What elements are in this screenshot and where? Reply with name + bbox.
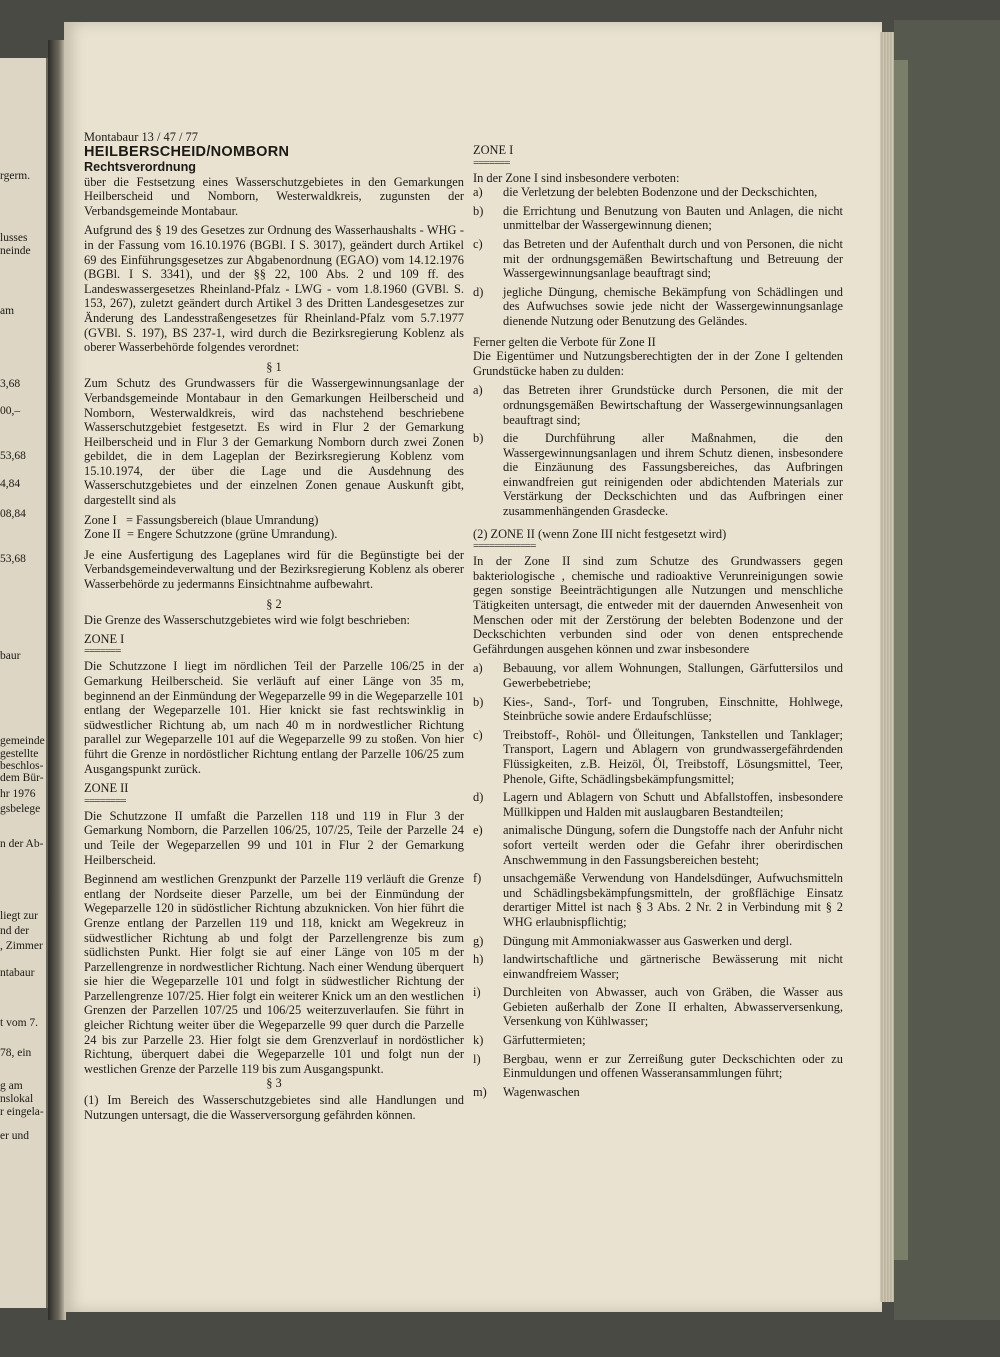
margin-fragment: beschlos-	[0, 760, 44, 772]
zone-2-rule: ========	[84, 794, 126, 807]
margin-fragment: dem Bür-	[0, 772, 44, 784]
section-1-text-2: Je eine Ausfertigung des Lageplanes wird für die Begünstigte bei der Verbandsgemeindeverwaltung und der Bezirksregierung Koblenz als oberer Wasserbehörde zu jedermanns Einsichtnahme aufbewahrt.	[84, 547, 464, 592]
zone-2-prohibition-item-text: Treibstoff-, Rohöl- und Ölleitungen, Tankstellen und Tanklager; Transport, Lagern und Ablagern von grundwassergefährdenden Flüssigkeiten, z.B. Heizöl, Öl, Treibstoff, Lösungsmittel, Teer, Phenole, Gifte, Schädlingsbekämpfungsmittel;	[503, 727, 843, 786]
zone-2-prohibition-item	[473, 871, 843, 929]
zone-2-prohibition-item	[473, 1085, 843, 1100]
section-2-heading: § 2	[266, 596, 282, 611]
margin-fragment: gsbelege	[0, 803, 41, 815]
zone-2-prohibition-item	[473, 661, 843, 690]
zone-line-1: Zone I = Fassungsbereich (blaue Umrandung)	[84, 512, 319, 527]
margin-fragment: 4,84	[0, 478, 21, 490]
zone-2-prohibition-item-label: a)	[473, 661, 483, 676]
zone-1-prohibition-item-text: die Verletzung der belebten Bodenzone und der Deckschichten,	[503, 185, 818, 200]
zone-2-prohibition-item-text: Durchleiten von Abwasser, auch von Gräben, die Wasser aus Gebieten außerhalb der Zone II erhalten, Abwasserversenkung, Versenkung von Kühlwasser;	[503, 985, 843, 1029]
zone-2-prohibitions	[473, 661, 843, 1099]
zone-2-prohibition-item-text: animalische Düngung, sofern die Dungstoffe nach der Anfuhr nicht sofort verteilt werden oder die Gefahr ihrer oberirdischen Anschwemmung in den Fassungsbereichen besteht;	[503, 823, 843, 867]
zone-1-description: Die Schutzzone I liegt im nördlichen Teil der Parzelle 106/25 in der Gemarkung Heilberscheid. Sie verläuft auf einer Länge von 35 m, beginnend an der Einmündung der Wegeparzelle 99 in die Wegeparzelle 101 entlang der Wegeparzelle 101. Hier knickt sie fast rechtswinklig in südwestlicher Richtung ab, um nach 40 m in nordwestlicher Richtung parallel zur Wegeparzelle 101 auf die Wegeparzelle 99 zu stoßen. Von hier führt die Grenze in nordöstlicher Richtung entlang der Parzelle 106/25 zum Ausgangspunkt zurück.	[84, 659, 464, 776]
zone-2-heading-right: (2) ZONE II (wenn Zone III nicht festgesetzt wird)	[473, 526, 727, 541]
margin-fragment: er und	[0, 1130, 30, 1142]
zone-1-prohibition-item	[473, 285, 843, 329]
zone-2-prohibition-item	[473, 695, 843, 724]
zone-2-prohibition-item-label: l)	[473, 1051, 481, 1066]
zone-2-prohibition-item-label: e)	[473, 823, 483, 838]
margin-fragment: baur	[0, 650, 21, 662]
margin-fragment: nd der	[0, 925, 30, 937]
margin-fragment: 00,–	[0, 405, 21, 417]
zone-2-prohibition-item-text: Lagern und Ablagern von Schutt und Abfallstoffen, insbesondere Müllkippen und Halden mit auslaugbaren Bestandteilen;	[503, 790, 843, 819]
margin-fragment: am	[0, 305, 15, 317]
zone-1-heading-right: ZONE I	[473, 143, 514, 157]
zone-2-prohibition-item-label: m)	[473, 1084, 487, 1099]
zone-line-2: Zone II = Engere Schutzzone (grüne Umrandung).	[84, 527, 338, 542]
margin-fragment: neinde	[0, 245, 31, 257]
zone-2-rule-right: ============	[473, 540, 536, 553]
margin-fragment: t vom 7.	[0, 1017, 39, 1029]
zone-1-rule-right: =======	[473, 156, 510, 169]
owner-duties	[473, 383, 843, 518]
section-1-heading: § 1	[266, 359, 282, 374]
zone-2-description-2: Beginnend am westlichen Grenzpunkt der Parzelle 119 verläuft die Grenze entlang der Nordseite dieser Parzelle, um bei der Einmündung der Wegeparzelle 120 in südöstlicher Richtung abzuknicken. Von hier führt die Grenze entlang der Parzellen 119 und 118, knickt am Wegekreuz in südwestlicher Richtung ab und folgt der Parzellengrenze bis zum südlichsten Punkt. Hier folgt sie auf einer Länge von 105 m der Parzellengrenze in nordwestlicher Richtung. Nach einer Wendung überquert sie hier die Wegeparzelle 101 und folgt in südwestlicher Richtung der Parzellengrenze 107/25. Hier folgt ein weiterer Knick um an den westlichen Grenzen der Parzellen 107/25 und 106/25 weiterzuverlaufen. Sie führt in gleicher Richtung weiter über die Wegeparzelle 99 quer durch die Parzelle 24 bis zur Parzelle 23. Hier folgt sie dem Grenzverlauf in nordöstlicher Richtung, überquert dabei die Wegeparzelle 101 und folgt nun der westlichen Grenze der Parzelle 119 bis zum Ausgangspunkt.	[84, 872, 464, 1076]
zone-2-prohibition-item	[473, 985, 843, 1029]
zone-1-heading: ZONE I	[84, 631, 125, 646]
zone-1-prohibitions	[473, 185, 843, 328]
left-column	[84, 130, 464, 1127]
zone-1-prohibition-item	[473, 185, 843, 200]
margin-fragment: gestellte	[0, 748, 39, 760]
section-1-text: Zum Schutz des Grundwassers für die Wassergewinnungsanlage der Verbandsgemeinde Montabaur in den Gemarkungen Heilberscheid und Nomborn, Westerwaldkreis, wird das nachstehend beschriebene Wasserschutzgebiet festgesetzt. Es wird in Flur 2 der Gemarkung Heilberscheid und in Flur 3 der Gemarkung Nomborn durch zwei Zonen gebildet, die in dem Lageplan der Bezirksregierung Koblenz vom 15.10.1974, der über die Lage und die Ausdehnung des Wasserschutzgebietes und der einzelnen Zonen genaue Auskunft gibt, dargestellt sind als	[84, 376, 464, 508]
zone-1-prohibition-item-label: b)	[473, 203, 484, 218]
zone-2-prohibition-item	[473, 1033, 843, 1048]
zone-2-prohibition-item-label: f)	[473, 871, 482, 886]
zone-1-rule: =======	[84, 645, 121, 658]
zone-1-prohibition-item-label: a)	[473, 185, 483, 200]
owner-duty-item-text: das Betreten ihrer Grundstücke durch Personen, die mit der ordnungsgemäßen Bewirtschaftung der Wassergewinnungsanlagen beauftragt sind;	[503, 383, 843, 427]
zone-2-prohibition-item	[473, 952, 843, 981]
also-line-1: Ferner gelten die Verbote für Zone II	[473, 334, 656, 349]
zone-2-prohibition-item-label: k)	[473, 1033, 484, 1048]
margin-fragment: 08,84	[0, 508, 26, 520]
zone-2-prohibition-item-label: h)	[473, 952, 484, 967]
zone-2-prohibition-item	[473, 823, 843, 867]
zone-1-prohibition-item	[473, 204, 843, 233]
zone-2-prohibition-item-text: Düngung mit Ammoniakwasser aus Gaswerken und dergl.	[503, 933, 793, 948]
margin-fragment: n der Ab-	[0, 838, 44, 850]
also-line-2: Die Eigentümer und Nutzungsberechtigten der in der Zone I geltenden Grundstücke haben zu dulden:	[473, 349, 843, 378]
margin-fragment: r eingela-	[0, 1106, 44, 1118]
zone-2-prohibition-item-text: Bebauung, vor allem Wohnungen, Stallungen, Gärfuttersilos und Gewerbebetriebe;	[503, 661, 843, 690]
right-column	[473, 143, 843, 1103]
margin-fragment: nslokal	[0, 1093, 34, 1105]
zone-2-prohibition-item	[473, 934, 843, 949]
margin-fragment: 78, ein	[0, 1047, 32, 1059]
zone-2-prohibition-item-label: d)	[473, 790, 484, 805]
margin-fragment: liegt zur	[0, 910, 38, 922]
margin-fragment: 3,68	[0, 378, 21, 390]
zone-2-prohibition-item-label: c)	[473, 727, 483, 742]
zone-2-prohibition-item-text: Kies-, Sand-, Torf- und Tongruben, Einschnitte, Hohlwege, Steinbrüche sowie andere Erdaufschlüsse;	[503, 694, 843, 724]
zone-1-prohibition-item-text: das Betreten und der Aufenthalt durch und von Personen, die nicht mit der ordnungsgemäßen Bewirtschaftung und Betreuung der Wassergewinnungsanlage beauftragt sind;	[503, 236, 843, 281]
zone-1-prohibition-item-text: jegliche Düngung, chemische Bekämpfung von Schädlingen und des Aufwuchses sowie jede nicht der Wassergewinnungsanlage dienende Nutzung oder Benutzung des Geländes.	[503, 284, 843, 328]
zone-2-prohibition-item-label: i)	[473, 985, 481, 1000]
margin-fragment: gemeinde	[0, 735, 45, 747]
book-binding	[894, 20, 1000, 1320]
zone-2-prohibition-item	[473, 1052, 843, 1081]
zone-2-prohibition-item-text: Wagenwaschen	[503, 1084, 580, 1099]
zone-1-prohibition-item-label: d)	[473, 284, 484, 299]
margin-fragment: hr 1976	[0, 788, 36, 800]
owner-duty-item-label: a)	[473, 383, 483, 398]
zone-2-prohibition-item-text: Gärfuttermieten;	[503, 1033, 586, 1048]
zone-2-prohibition-item-label: g)	[473, 933, 484, 948]
section-2-intro: Die Grenze des Wasserschutzgebietes wird wie folgt beschrieben:	[84, 613, 410, 628]
zone-2-intro: In der Zone II sind zum Schutze des Grundwassers gegen bakteriologische , chemische und radioaktive Verunreinigungen sowie gegen sonstige Beeinträchtigungen alle Nutzungen und menschliche Tätigkeiten untersagt, die entweder mit der dauernden Anwesenheit von Menschen oder mit der Zerstörung der belebten Bodenzone und der Deckschichten verbunden sind oder von denen entsprechende Gefährdungen ausgehen können und zwar insbesondere	[473, 554, 843, 656]
reference-line: Montabaur 13 / 47 / 77	[84, 130, 198, 144]
zone-2-heading: ZONE II	[84, 781, 129, 796]
zone-2-prohibition-item-text: landwirtschaftliche und gärtnerische Bewässerung mit nicht einwandfreiem Wasser;	[503, 952, 843, 981]
zone-2-prohibition-item	[473, 728, 843, 786]
owner-duty-item	[473, 431, 843, 519]
zone-2-prohibition-item-text: unsachgemäße Verwendung von Handelsdünger, Aufwuchsmitteln und Schädlingsbekämpfungsmitteln, der großflächige Einsatz derartiger Mittel ist nach § 3 Abs. 2 Nr. 2 in Verbindung mit § 2 WHG erlaubnispflichtig;	[503, 871, 843, 929]
zone-2-prohibition-item-label: b)	[473, 694, 484, 709]
preamble-paragraph: Aufgrund des § 19 des Gesetzes zur Ordnung des Wasserhaushalts - WHG - in der Fassung vom 16.10.1976 (BGBl. I S. 3017), geändert durch Artikel 69 des Einführungsgesetzes zur Abgabenordnung (EGAO) vom 14.12.1976 (BGBl. I S. 3341), und der §§ 22, 100 Abs. 2 und 109 ff. des Landeswassergesetzes Rheinland-Pfalz - LWG - vom 1.8.1960 (GVBl. S. 153, 267), zuletzt geändert durch Artikel 3 des Dritten Landesgesetzes zur Änderung des Landesstraßengesetzes für Rheinland-Pfalz vom 5.7.1977 (GVBl. S. 197), BS 237-1, wird durch die Bezirksregierung Koblenz als oberer Wasserbehörde folgendes verordnet:	[84, 223, 464, 355]
zone-2-prohibition-item-text: Bergbau, wenn er zur Zerreißung guter Deckschichten oder zu Einmuldungen und offenen Wasseransammlungen führt;	[503, 1051, 843, 1081]
document-subtitle: Rechtsverordnung	[84, 159, 196, 174]
document-title: HEILBERSCHEID/NOMBORN	[84, 143, 290, 160]
margin-fragment: lusses	[0, 232, 28, 244]
zone-1-prohibition-item	[473, 237, 843, 281]
intro-paragraph: über die Festsetzung eines Wasserschutzgebietes in den Gemarkungen Heilberscheid und Nomborn, Westerwaldkreis, zugunsten der Verbandsgemeinde Montabaur.	[84, 174, 464, 218]
section-3-text: (1) Im Bereich des Wasserschutzgebietes sind alle Handlungen und Nutzungen untersagt, die die Wasserversorgung gefährden können.	[84, 1093, 464, 1122]
zone-2-description-1: Die Schutzzone II umfaßt die Parzellen 118 und 119 in Flur 3 der Gemarkung Nomborn, die Parzellen 106/25, 107/25, Teile der Parzelle 24 und Teile der Wegeparzellen 99 und 101 in Flur 2 der Gemarkung Heilberscheid.	[84, 808, 464, 867]
zone-1-prohibition-item-text: die Errichtung und Benutzung von Bauten und Anlagen, die nicht unmittelbar der Wassergewinnung dienen;	[503, 203, 843, 233]
zone-1-prohibition-item-label: c)	[473, 236, 483, 251]
margin-fragment: g am	[0, 1080, 23, 1092]
margin-fragment: 53,68	[0, 553, 26, 565]
margin-fragment: , Zimmer	[0, 940, 43, 952]
margin-fragment: ntabaur	[0, 967, 35, 979]
owner-duty-item	[473, 383, 843, 427]
zone-1-intro: In der Zone I sind insbesondere verboten:	[473, 170, 680, 185]
margin-fragment: 53,68	[0, 450, 26, 462]
margin-fragment: rgerm.	[0, 170, 31, 182]
page-stack-edge	[880, 32, 894, 1302]
section-3-heading: § 3	[266, 1076, 282, 1091]
previous-page-edge	[0, 58, 48, 1308]
zone-2-prohibition-item	[473, 790, 843, 819]
owner-duty-item-text: die Durchführung aller Maßnahmen, die den Wassergewinnungsanlagen und ihrem Schutz dienen, insbesondere die Einzäunung des Fassungsbereiches, das Aufbringen einwandfreien gut reinigenden oder abdichtenden Materials zur Verstärkung der Deckschichten und das Aufbringen einer zusammenhängenden Grasdecke.	[503, 431, 843, 519]
owner-duty-item-label: b)	[473, 431, 484, 446]
